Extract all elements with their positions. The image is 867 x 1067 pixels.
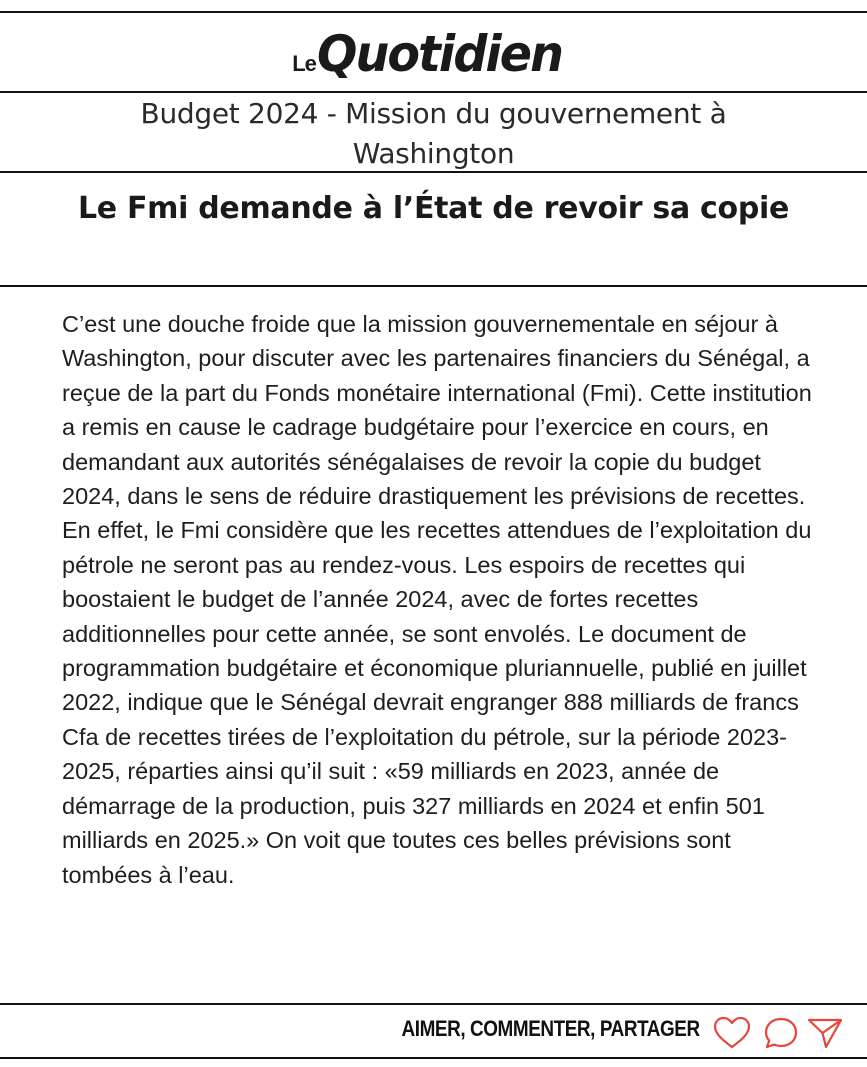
masthead-rule: [0, 91, 867, 93]
top-rule: [0, 11, 867, 13]
send-icon[interactable]: [806, 1016, 844, 1050]
share-cta-label: AIMER, COMMENTER, PARTAGER: [401, 1016, 700, 1041]
article-kicker: Budget 2024 - Mission du gouvernement à Washington: [140, 97, 727, 170]
bottom-rule: [0, 1057, 867, 1059]
masthead-logo: [0, 22, 867, 90]
headline-rule: [0, 285, 867, 287]
logo-prefix: Le: [292, 51, 316, 76]
logo-word: Quotidien: [316, 25, 562, 83]
footer-top-rule: [0, 1003, 867, 1005]
article-headline: Le Fmi demande à l’État de revoir sa copie: [77, 191, 790, 226]
kicker-rule: [0, 171, 867, 173]
comment-bubble-icon[interactable]: [762, 1016, 800, 1050]
article-body: C’est une douche froide que la mission gouvernementale en séjour à Washington, pour discuter avec les partenaires financiers du Sénégal, a reçue de la part du Fonds monétaire international (Fmi). Cette institution a remis en cause le cadrage budgétaire pour l’exercice en cours, en demandant aux autorités sénégalaises de revoir la copie du budget 2024, dans le sens de réduire drastiquement les prévisions de recettes. En effet, le Fmi considère que les recettes attendues de l’exploitation du pétrole ne seront pas au rendez-vous. Les espoirs de recettes qui boostaient le budget de l’année 2024, avec de fortes recettes additionnelles pour cette année, se sont envolés. Le document de programmation budgétaire et économique pluriannuelle, publié en juillet 2022, indique que le Sénégal devrait engranger 888 milliards de francs Cfa de recettes tirées de l’exploitation du pétrole, sur la période 2023-2025, réparties ainsi qu’il suit : «59 milliards en 2023, année de démarrage de la production, puis 327 milliards en 2024 et enfin 501 milliards en 2025.» On voit que toutes ces belles prévisions sont tombées à l’eau.: [62, 311, 812, 888]
share-footer: [0, 1012, 867, 1052]
heart-icon[interactable]: [713, 1016, 751, 1050]
